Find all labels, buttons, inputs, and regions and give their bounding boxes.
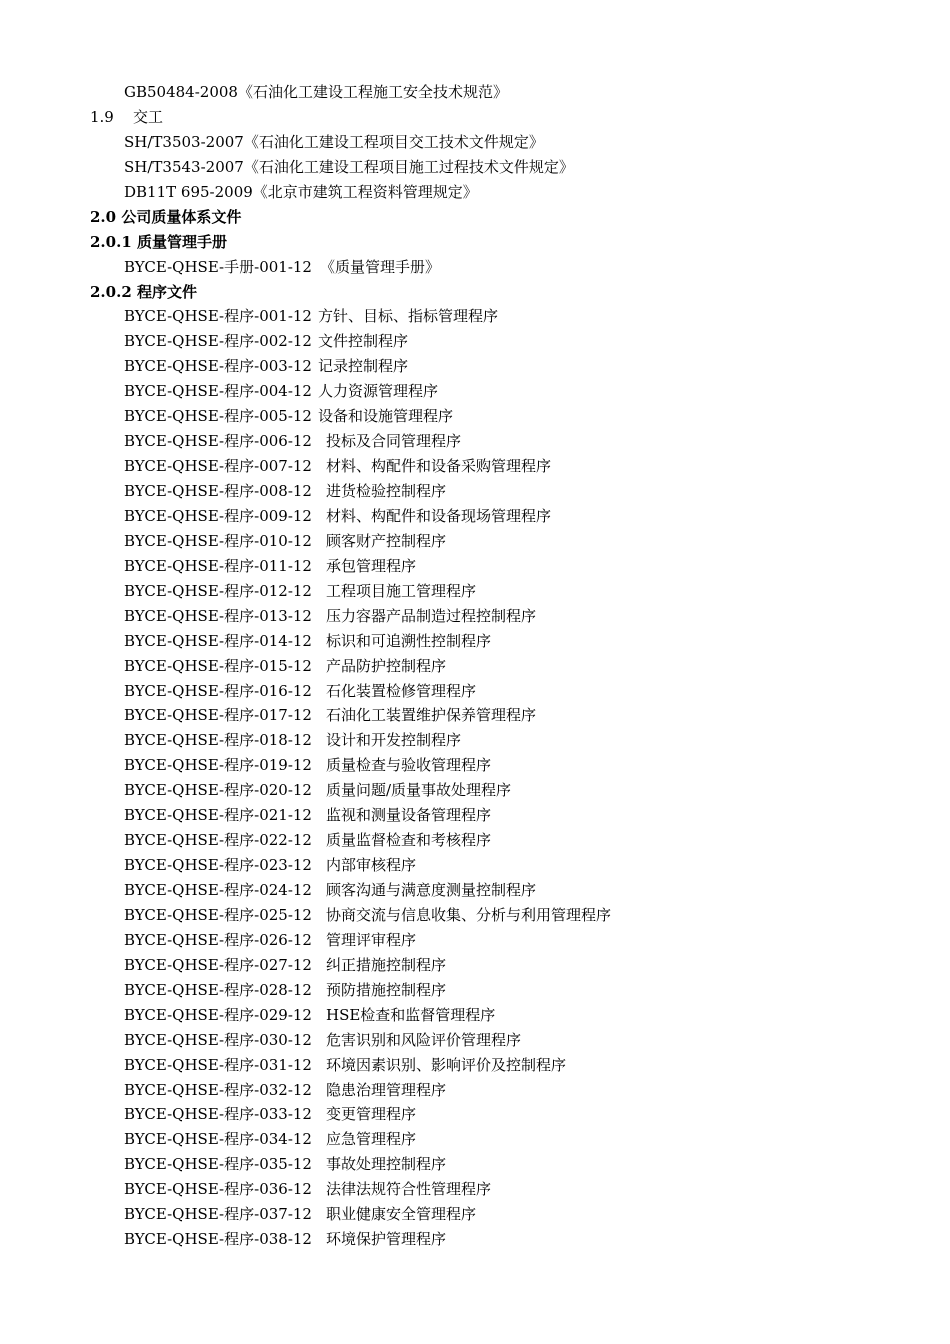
procedure-row xyxy=(0,354,950,379)
procedure-code: BYCE-QHSE-程序-033-12 xyxy=(124,1105,312,1124)
procedure-title: 管理评审程序 xyxy=(326,930,417,949)
procedure-code: BYCE-QHSE-程序-002-12 xyxy=(124,332,312,351)
procedure-code: BYCE-QHSE-程序-027-12 xyxy=(124,955,312,974)
procedure-title: 产品防护控制程序 xyxy=(326,656,447,675)
procedure-code: BYCE-QHSE-程序-036-12 xyxy=(124,1180,312,1199)
procedure-title: 压力容器产品制造过程控制程序 xyxy=(326,606,537,625)
procedure-row xyxy=(0,1102,950,1127)
section-number: 1.9 xyxy=(90,107,114,126)
procedure-title: 法律法规符合性管理程序 xyxy=(326,1180,492,1199)
manual-title: 《质量管理手册》 xyxy=(320,257,441,276)
procedure-code: BYCE-QHSE-程序-023-12 xyxy=(124,856,312,875)
procedure-row xyxy=(0,629,950,654)
procedure-code: BYCE-QHSE-程序-030-12 xyxy=(124,1030,312,1049)
procedure-title: 投标及合同管理程序 xyxy=(326,432,462,451)
procedure-row xyxy=(0,953,950,978)
procedure-title: 事故处理控制程序 xyxy=(326,1155,447,1174)
section-heading-2-0: 2.0 公司质量体系文件 xyxy=(90,207,242,226)
procedure-row xyxy=(0,1003,950,1028)
procedure-title: 监视和测量设备管理程序 xyxy=(326,806,492,825)
procedure-row xyxy=(0,454,950,479)
procedure-title: 职业健康安全管理程序 xyxy=(326,1205,477,1224)
standard-line: SH/T3543-2007《石油化工建设工程项目施工过程技术文件规定》 xyxy=(124,157,574,176)
procedure-code: BYCE-QHSE-程序-014-12 xyxy=(124,631,312,650)
procedure-title: 环境因素识别、影响评价及控制程序 xyxy=(326,1055,567,1074)
procedure-code: BYCE-QHSE-程序-003-12 xyxy=(124,357,312,376)
manual-line xyxy=(0,255,950,280)
procedure-title: 方针、目标、指标管理程序 xyxy=(318,307,499,326)
procedure-row xyxy=(0,1177,950,1202)
procedure-row xyxy=(0,654,950,679)
procedure-row xyxy=(0,1127,950,1152)
procedure-title: 进货检验控制程序 xyxy=(326,482,447,500)
procedure-code: BYCE-QHSE-程序-016-12 xyxy=(124,681,312,700)
procedure-title: 隐患治理管理程序 xyxy=(326,1080,447,1099)
procedure-title: 变更管理程序 xyxy=(326,1105,417,1124)
procedure-title: 应急管理程序 xyxy=(326,1130,417,1149)
section-title: 交工 xyxy=(133,107,164,126)
procedure-row xyxy=(0,878,950,903)
procedure-row xyxy=(0,828,950,853)
procedure-title: 内部审核程序 xyxy=(326,856,417,875)
procedure-code: BYCE-QHSE-程序-001-12 xyxy=(124,307,312,326)
procedure-code: BYCE-QHSE-程序-029-12 xyxy=(124,1005,312,1024)
procedure-row xyxy=(0,1028,950,1053)
document-body xyxy=(0,80,950,1252)
procedure-code: BYCE-QHSE-程序-034-12 xyxy=(124,1130,312,1149)
procedure-code: BYCE-QHSE-程序-011-12 xyxy=(124,556,312,575)
procedure-title: 材料、构配件和设备采购管理程序 xyxy=(326,457,552,476)
procedure-row xyxy=(0,404,950,429)
procedure-code: BYCE-QHSE-程序-012-12 xyxy=(124,581,312,600)
procedure-title: 承包管理程序 xyxy=(326,556,417,575)
procedure-row xyxy=(0,778,950,803)
procedure-title: 质量问题/质量事故处理程序 xyxy=(326,781,512,800)
procedure-code: BYCE-QHSE-程序-007-12 xyxy=(124,457,312,476)
procedure-title: 顾客财产控制程序 xyxy=(326,531,447,550)
procedure-row xyxy=(0,928,950,953)
procedure-code: BYCE-QHSE-程序-006-12 xyxy=(124,432,312,451)
procedure-row xyxy=(0,1078,950,1103)
procedure-row xyxy=(0,728,950,753)
procedure-code: BYCE-QHSE-程序-020-12 xyxy=(124,781,312,800)
procedure-row xyxy=(0,978,950,1003)
procedure-title: 工程项目施工管理程序 xyxy=(326,581,477,600)
procedure-row xyxy=(0,803,950,828)
procedure-title: 设计和开发控制程序 xyxy=(326,731,462,750)
procedure-code: BYCE-QHSE-程序-025-12 xyxy=(124,905,312,924)
standard-line: GB50484-2008《石油化工建设工程施工安全技术规范》 xyxy=(124,83,508,101)
procedure-row xyxy=(0,679,950,704)
procedure-code: BYCE-QHSE-程序-024-12 xyxy=(124,881,312,899)
procedure-row xyxy=(0,479,950,504)
procedure-code: BYCE-QHSE-程序-005-12 xyxy=(124,407,312,426)
procedure-row xyxy=(0,1152,950,1177)
procedure-row xyxy=(0,1202,950,1227)
procedure-row xyxy=(0,604,950,629)
procedure-code: BYCE-QHSE-程序-004-12 xyxy=(124,382,312,401)
procedure-title: 材料、构配件和设备现场管理程序 xyxy=(326,506,552,525)
procedure-code: BYCE-QHSE-程序-013-12 xyxy=(124,606,312,625)
section-heading-2-0-1: 2.0.1 质量管理手册 xyxy=(90,232,227,251)
procedure-title: 质量监督检查和考核程序 xyxy=(326,831,492,850)
procedure-code: BYCE-QHSE-程序-015-12 xyxy=(124,656,312,675)
procedure-row xyxy=(0,579,950,604)
procedure-code: BYCE-QHSE-程序-018-12 xyxy=(124,731,312,750)
procedure-row xyxy=(0,903,950,928)
procedure-code: BYCE-QHSE-程序-010-12 xyxy=(124,531,312,550)
procedure-code: BYCE-QHSE-程序-008-12 xyxy=(124,482,312,500)
procedure-title: 质量检查与验收管理程序 xyxy=(326,756,492,775)
procedure-title: 人力资源管理程序 xyxy=(318,382,439,401)
procedure-code: BYCE-QHSE-程序-017-12 xyxy=(124,706,312,725)
procedure-title: 纠正措施控制程序 xyxy=(326,955,447,974)
section-heading-2-0-2: 2.0.2 程序文件 xyxy=(90,282,197,301)
procedure-title: HSE检查和监督管理程序 xyxy=(326,1005,496,1024)
procedure-code: BYCE-QHSE-程序-032-12 xyxy=(124,1080,312,1099)
standard-line: DB11T 695-2009《北京市建筑工程资料管理规定》 xyxy=(124,182,478,201)
procedure-row xyxy=(0,1227,950,1252)
procedure-title: 预防措施控制程序 xyxy=(326,980,447,999)
procedure-row xyxy=(0,504,950,529)
procedure-title: 环境保护管理程序 xyxy=(326,1230,447,1249)
manual-code: BYCE-QHSE-手册-001-12 xyxy=(124,257,312,276)
procedure-row xyxy=(0,304,950,329)
procedure-row xyxy=(0,529,950,554)
procedure-title: 顾客沟通与满意度测量控制程序 xyxy=(326,881,537,899)
procedure-row xyxy=(0,554,950,579)
procedure-code: BYCE-QHSE-程序-028-12 xyxy=(124,980,312,999)
procedure-title: 标识和可追溯性控制程序 xyxy=(326,631,492,650)
procedure-title: 协商交流与信息收集、分析与利用管理程序 xyxy=(326,905,612,924)
procedure-code: BYCE-QHSE-程序-037-12 xyxy=(124,1205,312,1224)
procedure-title: 文件控制程序 xyxy=(318,332,409,351)
procedure-list xyxy=(0,304,950,1252)
procedure-code: BYCE-QHSE-程序-009-12 xyxy=(124,506,312,525)
procedure-code: BYCE-QHSE-程序-035-12 xyxy=(124,1155,312,1174)
procedure-row xyxy=(0,753,950,778)
procedure-title: 记录控制程序 xyxy=(318,357,409,376)
procedure-row xyxy=(0,379,950,404)
procedure-code: BYCE-QHSE-程序-022-12 xyxy=(124,831,312,850)
procedure-code: BYCE-QHSE-程序-021-12 xyxy=(124,806,312,825)
procedure-title: 设备和设施管理程序 xyxy=(318,407,454,426)
procedure-row xyxy=(0,429,950,454)
procedure-code: BYCE-QHSE-程序-019-12 xyxy=(124,756,312,775)
procedure-code: BYCE-QHSE-程序-026-12 xyxy=(124,930,312,949)
procedure-row xyxy=(0,329,950,354)
procedure-title: 石油化工装置维护保养管理程序 xyxy=(326,706,537,725)
procedure-row xyxy=(0,853,950,878)
section-heading-1-9 xyxy=(0,105,950,130)
procedure-title: 石化装置检修管理程序 xyxy=(326,681,477,700)
standard-line: SH/T3503-2007《石油化工建设工程项目交工技术文件规定》 xyxy=(124,132,544,151)
procedure-code: BYCE-QHSE-程序-038-12 xyxy=(124,1230,312,1249)
procedure-row xyxy=(0,703,950,728)
procedure-code: BYCE-QHSE-程序-031-12 xyxy=(124,1055,312,1074)
procedure-row xyxy=(0,1053,950,1078)
procedure-title: 危害识别和风险评价管理程序 xyxy=(326,1030,522,1049)
